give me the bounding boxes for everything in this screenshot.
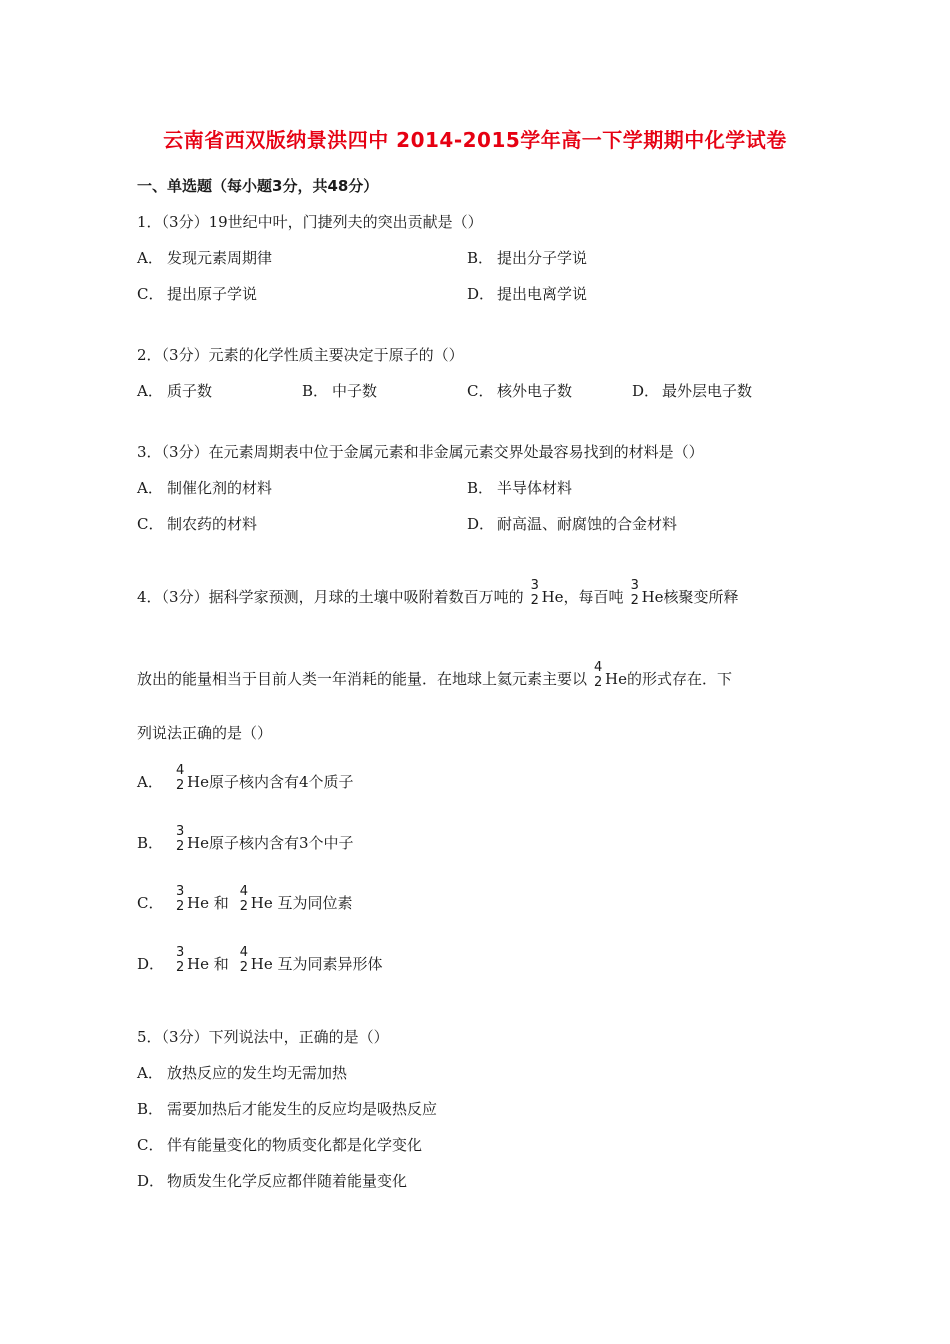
option-text: 提出原子学说 <box>167 285 258 303</box>
question-5-option-b <box>137 1099 437 1119</box>
question-1-option-d <box>467 284 587 304</box>
atomic-number: 2 <box>176 839 185 854</box>
isotope-he3 <box>175 945 187 975</box>
mass-number: 3 <box>630 578 639 593</box>
question-5-option-a <box>137 1063 347 1083</box>
mass-number: 4 <box>176 763 185 778</box>
question-3-option-b <box>467 478 572 498</box>
question-2-option-c <box>467 381 572 401</box>
question-1-option-c <box>137 284 257 304</box>
question-2-stem: 2．（3分）元素的化学性质主要决定于原子的（） <box>137 346 464 364</box>
question-5-stem: 5．（3分）下列说法中，正确的是（） <box>137 1028 389 1046</box>
option-text: 质子数 <box>167 382 213 400</box>
question-2-option-b <box>302 381 377 401</box>
stem-text: 4．（3分）据科学家预测，月球的土壤中吸附着数百万吨的 <box>137 588 524 606</box>
question-5-option-c <box>137 1135 422 1155</box>
option-letter: B． <box>467 479 494 497</box>
question-4-stem-line-2 <box>137 660 732 690</box>
option-letter: C． <box>137 1136 164 1154</box>
option-text: 放热反应的发生均无需加热 <box>167 1064 348 1082</box>
stem-text: 放出的能量相当于目前人类一年消耗的能量．在地球上氦元素主要以 <box>137 670 588 688</box>
option-letter: B． <box>137 1100 164 1118</box>
question-4-stem-line-1 <box>137 578 739 608</box>
question-4-stem-line-3: 列说法正确的是（） <box>137 724 273 742</box>
mass-number: 3 <box>176 884 185 899</box>
isotope-he3 <box>175 884 187 914</box>
atomic-number: 2 <box>594 675 603 690</box>
option-letter: C． <box>137 285 164 303</box>
option-letter: A． <box>137 773 163 791</box>
option-letter: D． <box>137 955 165 973</box>
question-4-option-a <box>137 763 354 793</box>
option-text: 伴有能量变化的物质变化都是化学变化 <box>167 1136 423 1154</box>
option-text: 制催化剂的材料 <box>167 479 273 497</box>
option-letter: D． <box>467 285 495 303</box>
atomic-number: 2 <box>176 778 185 793</box>
isotope-he3 <box>175 824 187 854</box>
option-letter: B． <box>302 382 329 400</box>
mass-number: 3 <box>530 578 539 593</box>
option-text: 半导体材料 <box>497 479 573 497</box>
option-letter: D． <box>137 1172 165 1190</box>
question-4-option-d <box>137 945 383 975</box>
mass-number: 4 <box>594 660 603 675</box>
atomic-number: 2 <box>239 960 249 975</box>
mass-number: 4 <box>239 884 249 899</box>
question-3-stem: 3．（3分）在元素周期表中位于金属元素和非金属元素交界处最容易找到的材料是（） <box>137 443 704 461</box>
isotope-he3 <box>630 578 642 608</box>
mass-number: 3 <box>176 824 185 839</box>
atomic-number: 2 <box>239 899 249 914</box>
option-text: He原子核内含有4个质子 <box>187 773 354 791</box>
option-text: 发现元素周期律 <box>167 249 273 267</box>
exam-title: 云南省西双版纳景洪四中 2014-2015学年高一下学期期中化学试卷 <box>163 128 787 152</box>
option-letter: A． <box>137 382 163 400</box>
question-3-option-d <box>467 514 677 534</box>
stem-text: He核聚变所释 <box>641 588 739 606</box>
isotope-he4 <box>239 884 251 914</box>
option-text: 核外电子数 <box>497 382 573 400</box>
option-letter: A． <box>137 249 163 267</box>
option-text: He原子核内含有3个中子 <box>187 834 354 852</box>
option-letter: A． <box>137 479 163 497</box>
option-letter: B． <box>137 834 164 852</box>
question-3-option-a <box>137 478 272 498</box>
isotope-he4 <box>175 763 187 793</box>
option-text: 提出电离学说 <box>497 285 588 303</box>
question-1-option-a <box>137 248 272 268</box>
option-letter: C． <box>137 894 164 912</box>
question-1-stem: 1．（3分）19世纪中叶，门捷列夫的突出贡献是（） <box>137 213 483 231</box>
option-text: He 和 <box>187 955 229 973</box>
isotope-he3 <box>530 578 542 608</box>
atomic-number: 2 <box>530 593 539 608</box>
mass-number: 4 <box>239 945 249 960</box>
option-letter: D． <box>467 515 495 533</box>
atomic-number: 2 <box>176 899 185 914</box>
option-text: 需要加热后才能发生的反应均是吸热反应 <box>167 1100 438 1118</box>
section-heading: 一、单选题（每小题3分，共48分） <box>137 177 379 195</box>
atomic-number: 2 <box>176 960 185 975</box>
question-1-option-b <box>467 248 587 268</box>
option-text: He 和 <box>187 894 229 912</box>
question-2-option-a <box>137 381 212 401</box>
option-text: 中子数 <box>332 382 378 400</box>
option-text: 最外层电子数 <box>662 382 753 400</box>
question-4-option-b <box>137 824 354 854</box>
option-text: 物质发生化学反应都伴随着能量变化 <box>167 1172 408 1190</box>
stem-text: He，每百吨 <box>541 588 624 606</box>
option-text: He 互为同位素 <box>250 894 353 912</box>
option-letter: B． <box>467 249 494 267</box>
option-text: He 互为同素异形体 <box>250 955 383 973</box>
option-letter: D． <box>632 382 660 400</box>
option-text: 耐高温、耐腐蚀的合金材料 <box>497 515 678 533</box>
question-3-option-c <box>137 514 257 534</box>
option-letter: A． <box>137 1064 163 1082</box>
isotope-he4 <box>239 945 251 975</box>
question-4-option-c <box>137 884 353 914</box>
stem-text: He的形式存在．下 <box>605 670 732 688</box>
option-text: 提出分子学说 <box>497 249 588 267</box>
option-text: 制农药的材料 <box>167 515 258 533</box>
atomic-number: 2 <box>630 593 639 608</box>
mass-number: 3 <box>176 945 185 960</box>
isotope-he4 <box>593 660 605 690</box>
question-2-option-d <box>632 381 752 401</box>
option-letter: C． <box>137 515 164 533</box>
option-letter: C． <box>467 382 494 400</box>
question-5-option-d <box>137 1171 407 1191</box>
